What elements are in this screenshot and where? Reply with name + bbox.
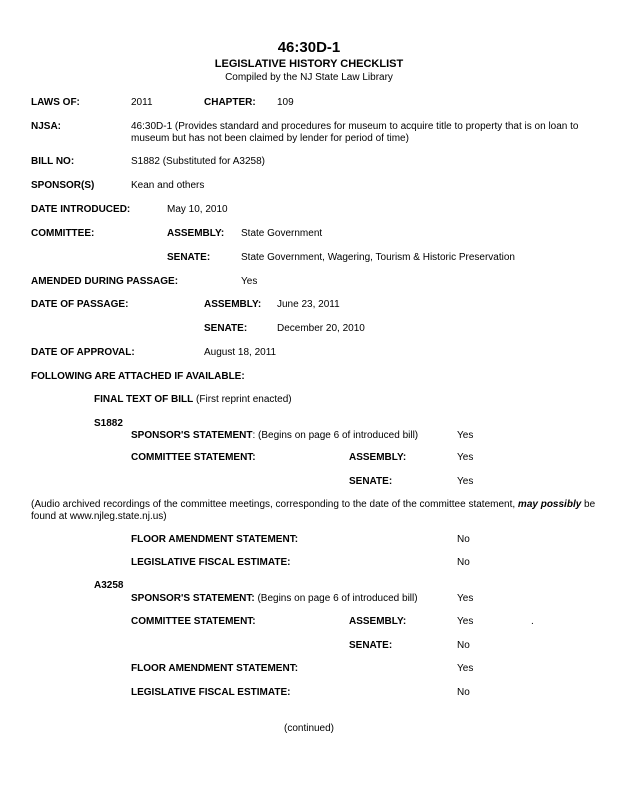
a3258-assembly-value: Yes [457, 616, 474, 627]
a3258-senate-value: No [457, 640, 470, 651]
s1882-fiscal-label: LEGISLATIVE FISCAL ESTIMATE: [131, 557, 291, 568]
s1882-assembly-value: Yes [457, 452, 474, 463]
date-introduced-value: May 10, 2010 [167, 204, 228, 215]
s1882-sponsor-line [131, 430, 418, 442]
passage-assembly-value: June 23, 2011 [277, 299, 340, 310]
committee-assembly-label: ASSEMBLY: [167, 228, 225, 239]
audio-note [31, 499, 603, 523]
a3258-floor-label: FLOOR AMENDMENT STATEMENT: [131, 663, 299, 674]
njsa-label: NJSA: [31, 121, 62, 132]
s1882-assembly-label: ASSEMBLY: [349, 452, 407, 463]
njsa-description: 46:30D-1 (Provides standard and procedures for museum to acquire title to property that is on loan to museum but has not been claimed by lender for period of time) [131, 121, 579, 144]
document-subtitle: LEGISLATIVE HISTORY CHECKLIST [214, 58, 404, 70]
amended-value: Yes [241, 276, 258, 287]
a3258-floor-value: Yes [457, 663, 474, 674]
bill-no-value: S1882 (Substituted for A3258) [131, 156, 265, 167]
s1882-sponsor-note: : (Begins on page 6 of introduced bill) [252, 430, 419, 441]
committee-assembly-value: State Government [241, 228, 323, 239]
approval-value: August 18, 2011 [204, 347, 277, 358]
s1882-senate-label: SENATE: [349, 476, 393, 487]
final-text-note: (First reprint enacted) [196, 394, 292, 405]
s1882-sponsor-value: Yes [457, 430, 474, 441]
chapter-label: CHAPTER: [204, 97, 256, 108]
audio-note-emphasis: may possibly [517, 499, 582, 510]
committee-senate-label: SENATE: [167, 252, 211, 263]
bill-no-label: BILL NO: [31, 156, 75, 167]
s1882-floor-label: FLOOR AMENDMENT STATEMENT: [131, 534, 299, 545]
page-title: 46:30D-1 [277, 39, 341, 56]
audio-note-url-text: be found at www.njleg.state.nj.us) [31, 499, 596, 522]
a3258-senate-label: SENATE: [349, 640, 393, 651]
s1882-fiscal-value: No [457, 557, 470, 568]
laws-of-label: LAWS OF: [31, 97, 80, 108]
a3258-committee-label: COMMITTEE STATEMENT: [131, 616, 256, 627]
a3258-sponsor-value: Yes [457, 593, 474, 604]
s1882-senate-value: Yes [457, 476, 474, 487]
attached-heading: FOLLOWING ARE ATTACHED IF AVAILABLE: [31, 371, 245, 382]
final-text-label: FINAL TEXT OF BILL [94, 394, 194, 405]
a3258-sponsor-label: SPONSOR'S STATEMENT: [131, 593, 255, 604]
date-introduced-label: DATE INTRODUCED: [31, 204, 131, 215]
a3258-assembly-label: ASSEMBLY: [349, 616, 407, 627]
passage-label: DATE OF PASSAGE: [31, 299, 129, 310]
passage-senate-value: December 20, 2010 [277, 323, 365, 334]
amended-label: AMENDED DURING PASSAGE: [31, 276, 179, 287]
compiled-by: Compiled by the NJ State Law Library [225, 72, 393, 83]
sponsors-value: Kean and others [131, 180, 205, 191]
audio-note-text: (Audio archived recordings of the committee meetings, corresponding to the date of the committee statement, [31, 499, 518, 510]
s1882-heading: S1882 [94, 418, 123, 429]
s1882-committee-label: COMMITTEE STATEMENT: [131, 452, 256, 463]
final-text-line [94, 394, 292, 406]
laws-of-value: 2011 [131, 97, 153, 108]
passage-assembly-label: ASSEMBLY: [204, 299, 262, 310]
a3258-fiscal-value: No [457, 687, 470, 698]
chapter-value: 109 [277, 97, 294, 108]
a3258-sponsor-line [131, 593, 418, 605]
a3258-heading: A3258 [94, 580, 124, 591]
a3258-assembly-mark: . [531, 616, 534, 627]
continued-note: (continued) [283, 723, 335, 734]
s1882-sponsor-label: SPONSOR'S STATEMENT [131, 430, 253, 441]
committee-label: COMMITTEE: [31, 228, 95, 239]
committee-senate-value: State Government, Wagering, Tourism & Historic Preservation [241, 252, 515, 263]
sponsors-label: SPONSOR(S) [31, 180, 95, 191]
a3258-fiscal-label: LEGISLATIVE FISCAL ESTIMATE: [131, 687, 291, 698]
approval-label: DATE OF APPROVAL: [31, 347, 135, 358]
s1882-floor-value: No [457, 534, 470, 545]
passage-senate-label: SENATE: [204, 323, 248, 334]
a3258-sponsor-note: (Begins on page 6 of introduced bill) [254, 593, 418, 604]
